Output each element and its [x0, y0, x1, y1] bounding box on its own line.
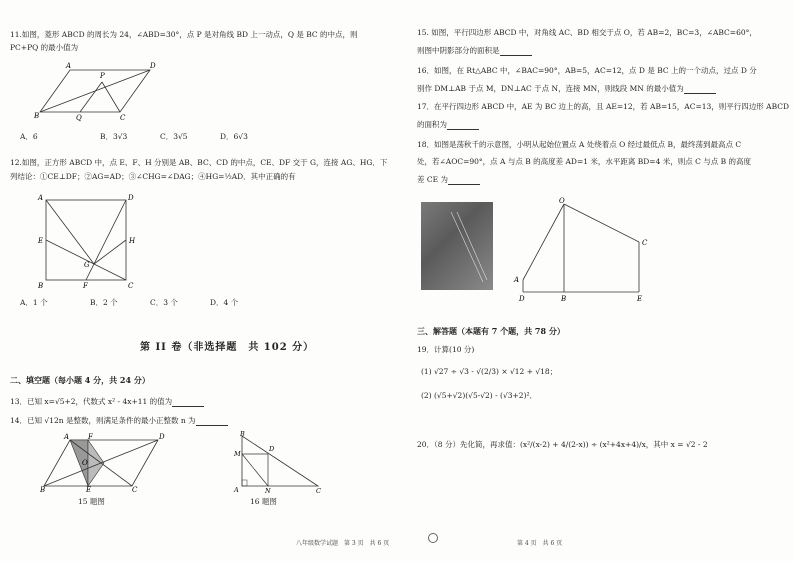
fig15-label-e: E	[86, 486, 92, 494]
q14-answer-blank[interactable]	[196, 417, 228, 426]
fig16-label-m: M	[234, 450, 241, 458]
fig16-right-triangle	[234, 432, 324, 494]
q13-statement: 13．已知 x=√5+2，代数式 x² - 4x+11 的值为	[10, 397, 173, 406]
q13-text	[10, 397, 204, 407]
right-page	[397, 0, 794, 561]
fig16-label-n: N	[265, 487, 271, 495]
q11-label-q: Q	[76, 114, 82, 122]
fig15-label-c: C	[132, 486, 138, 494]
q12-option-c: C．3 个	[150, 298, 178, 307]
fig15-parallelogram	[40, 433, 165, 494]
q11-label-b: B	[34, 112, 40, 120]
q12-label-h: H	[129, 237, 136, 245]
q14-statement: 14．已知 √12n 是整数，则满足条件的最小正整数 n 为	[10, 416, 196, 425]
q18-answer-blank[interactable]	[448, 176, 480, 185]
q18-label-b: B	[561, 295, 567, 303]
q16-text-line2	[417, 84, 716, 94]
q18-label-c: C	[642, 239, 648, 247]
q17-answer-blank[interactable]	[447, 121, 479, 130]
q18-label-e: E	[637, 295, 643, 303]
q11-text-line1: 11.如图，菱形 ABCD 的周长为 24，∠ABD=30°，点 P 是对角线 BD 上一动点，Q 是 BC 的中点，则	[10, 30, 358, 39]
right-footer: 第 4 页 共 6 页	[517, 540, 563, 547]
q11-label-a: A	[66, 62, 72, 70]
q11-rhombus-figure	[34, 62, 160, 122]
q12-option-a: A．1 个	[20, 298, 48, 307]
q11-option-b: B．3√3	[100, 132, 128, 141]
section3-heading: 三、解答题（本题有 7 个题，共 78 分）	[417, 326, 565, 336]
q12-label-a: A	[38, 194, 44, 202]
q12-label-d: D	[128, 194, 134, 202]
q12-text-line2: 列结论：①CE⊥DF；②AG=AD；③∠CHG=∠DAG；④HG=½AD．其中正确的有	[10, 172, 296, 181]
q18-statement: 差 CE 为	[417, 175, 448, 184]
q18-label-a: A	[514, 276, 520, 284]
part2-title: 第 II 卷（非选择题 共 102 分）	[140, 342, 315, 353]
fig16-label-c: C	[316, 487, 321, 495]
q13-answer-blank[interactable]	[172, 398, 204, 407]
q19-part1: (1) √27 ÷ √3 - √(2/3) × √12 + √18；	[421, 367, 558, 376]
q17-text-line1: 17．在平行四边形 ABCD 中，AE 为 BC 边上的高，且 AE=12，若 AB=15，AC=13，则平行四边形 ABCD	[417, 102, 789, 111]
swing-rope-drawing	[421, 202, 493, 290]
q12-text-line1: 12.如图，正方形 ABCD 中，点 E、F、H 分别是 AB、BC、CD 的中点，CE、DF 交于 G，连接 AG、HG．下	[10, 158, 388, 167]
q12-option-d: D．4 个	[210, 298, 239, 307]
q19-part2: (2) (√5+√2)(√5-√2) - (√3+2)²．	[421, 391, 538, 400]
q15-text-line2	[417, 46, 532, 56]
swing-photo	[421, 202, 493, 290]
fig16-label-b: B	[240, 430, 245, 438]
q12-square-figure	[38, 192, 138, 290]
q12-label-g: G	[84, 261, 90, 269]
q12-label-c: C	[128, 282, 134, 290]
q12-label-b: B	[38, 282, 44, 290]
fig15-label-b: B	[40, 486, 46, 494]
q15-text-line1: 15. 如图，平行四边形 ABCD 中，对角线 AC、BD 相交于点 O，若 AB=2，BC=3，∠ABC=60°，	[417, 28, 757, 37]
q16-text-line1: 16．如图，在 Rt△ABC 中，∠BAC=90°，AB=5，AC=12，点 D 是 BC 上的一个动点，过点 D 分	[417, 66, 757, 75]
q17-statement: 的面积为	[417, 120, 447, 129]
q14-text	[10, 416, 228, 426]
q11-option-d: D．6√3	[220, 132, 248, 141]
section2-heading: 二、填空题（每小题 4 分，共 24 分）	[10, 375, 150, 385]
q11-option-c: C．3√5	[160, 132, 188, 141]
q18-text-line2: 处，若∠AOC=90°，点 A 与点 B 的高度差 AD=1 米，水平距离 BD=4 米，则点 C 与点 B 的高度	[417, 157, 752, 166]
q19-title: 19．计算(10 分)	[417, 345, 475, 354]
q17-text-line2	[417, 120, 479, 130]
fig16-label-d: D	[269, 445, 275, 453]
fig15-label-d: D	[159, 433, 165, 441]
q15-statement: 则图中阴影部分的面积是	[417, 46, 500, 55]
q11-text-line2: PC+PQ 的最小值为	[10, 43, 79, 52]
q11-label-p: P	[100, 72, 105, 80]
fig15-caption: 15 题图	[78, 497, 105, 506]
left-footer: 八年级数学试题 第 3 页 共 6 页	[296, 540, 390, 547]
q11-label-c: C	[120, 114, 126, 122]
q18-label-d: D	[519, 295, 525, 303]
fig15-label-a: A	[64, 433, 70, 441]
q11-label-d: D	[150, 62, 156, 70]
fig16-label-a: A	[234, 486, 239, 494]
q18-label-o: O	[559, 197, 565, 205]
fig16-caption: 16 题图	[250, 497, 277, 506]
q20-text: 20．（8 分）先化简，再求值：(x²/(x-2) + 4/(2-x)) ÷ (x²+4x+4)/x，其中 x = √2 - 2	[417, 440, 708, 449]
fig15-label-f: F	[88, 433, 93, 441]
q11-option-a: A．6	[20, 132, 38, 141]
q16-answer-blank[interactable]	[684, 85, 716, 94]
q18-text-line1: 18．如图是荡秋千的示意图，小明从起始位置点 A 处绕着点 O 经过最低点 B，最终荡到最高点 C	[417, 140, 742, 149]
q12-label-e: E	[38, 237, 44, 245]
q18-text-line3	[417, 175, 480, 185]
q12-option-b: B．2 个	[90, 298, 118, 307]
q12-label-f: F	[83, 282, 88, 290]
q16-statement: 别作 DM⊥AB 于点 M，DN⊥AC 于点 N，连接 MN，则线段 MN 的最小值为	[417, 84, 684, 93]
fig15-label-o: O	[82, 459, 88, 467]
q18-swing-diagram	[509, 196, 659, 304]
q15-answer-blank[interactable]	[500, 47, 532, 56]
